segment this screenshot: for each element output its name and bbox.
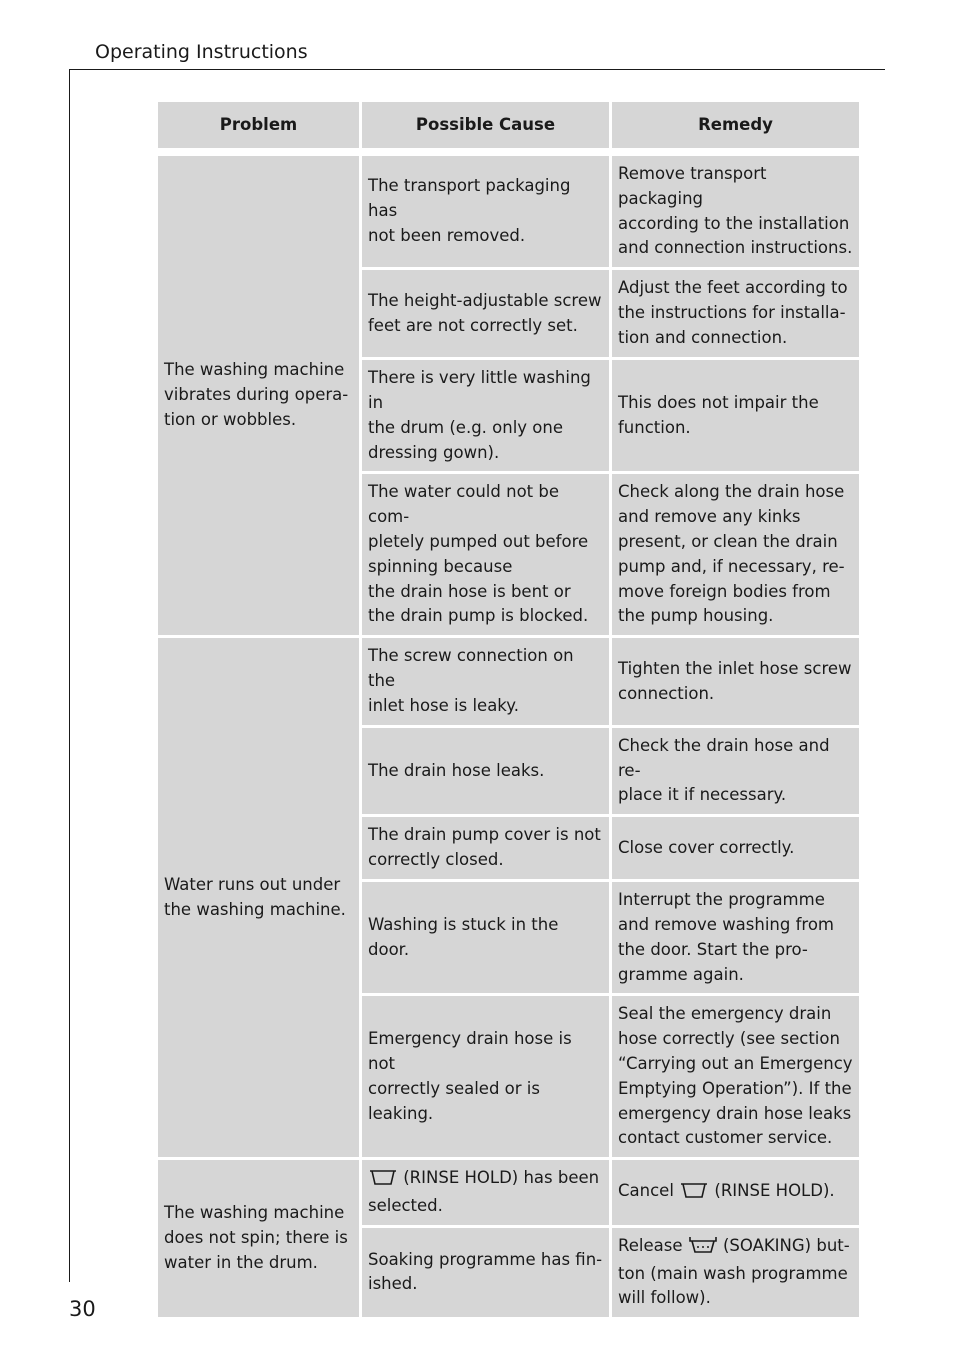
header-rule [69, 69, 885, 70]
table-row [158, 638, 859, 724]
cause-cell: The water could not be com- pletely pumped out before spinning because the drain hose is bent or the drain pump is blocked. [362, 474, 609, 635]
remedy-cell: Tighten the inlet hose screw connection. [612, 638, 859, 724]
remedy-cell: Check the drain hose and re- place it if necessary. [612, 728, 859, 814]
remedy-cell: Remove transport packaging according to the installation and connection instructions. [612, 156, 859, 267]
remedy-text-after: (SOAKING) but- ton (main wash programme will follow). [618, 1235, 850, 1308]
remedy-cell: Check along the drain hose and remove any kinks present, or clean the drain pump and, if necessary, re- move foreign bodies from the pump housing. [612, 474, 859, 635]
remedy-cell: This does not impair the function. [612, 360, 859, 471]
cause-cell: The transport packaging has not been removed. [362, 156, 609, 267]
header-possible-cause: Possible Cause [362, 102, 609, 148]
cause-text: (RINSE HOLD) has been selected. [368, 1168, 600, 1215]
table-row [158, 1160, 859, 1225]
header-remedy: Remedy [612, 102, 859, 148]
cause-cell: Washing is stuck in the door. [362, 882, 609, 993]
rinse-hold-icon [679, 1181, 709, 1207]
cause-cell: The drain hose leaks. [362, 728, 609, 814]
cause-cell: The height-adjustable screw feet are not correctly set. [362, 270, 609, 357]
remedy-text-before: Cancel [618, 1180, 680, 1200]
table-header-row [158, 102, 859, 148]
rinse-hold-icon [368, 1168, 398, 1194]
margin-rule [69, 69, 70, 1282]
header-problem: Problem [158, 102, 359, 148]
remedy-cell [612, 1228, 859, 1317]
problem-cell: The washing machine vibrates during opera- tion or wobbles. [158, 156, 359, 635]
page-number: 30 [69, 1297, 96, 1321]
cause-cell: The screw connection on the inlet hose is leaky. [362, 638, 609, 724]
remedy-cell: Adjust the feet according to the instructions for installa- tion and connection. [612, 270, 859, 357]
problem-cell: Water runs out under the washing machine. [158, 638, 359, 1157]
page-header-title: Operating Instructions [95, 41, 308, 63]
remedy-cell [612, 1160, 859, 1225]
troubleshooting-table [155, 99, 862, 1320]
remedy-cell: Interrupt the programme and remove washing from the door. Start the pro- gramme again. [612, 882, 859, 993]
remedy-text-before: Release [618, 1235, 688, 1255]
remedy-cell: Close cover correctly. [612, 817, 859, 879]
cause-cell: There is very little washing in the drum (e.g. only one dressing gown). [362, 360, 609, 471]
table-row [158, 156, 859, 267]
remedy-text-after: (RINSE HOLD). [709, 1180, 835, 1200]
cause-cell [362, 1160, 609, 1225]
remedy-cell: Seal the emergency drain hose correctly (see section “Carrying out an Emergency Emptying Operation”). If the emergency drain hose leaks contact customer service. [612, 996, 859, 1157]
cause-cell: The drain pump cover is not correctly closed. [362, 817, 609, 879]
soaking-icon [688, 1236, 718, 1262]
problem-cell: The washing machine does not spin; there is water in the drum. [158, 1160, 359, 1317]
cause-cell: Emergency drain hose is not correctly sealed or is leaking. [362, 996, 609, 1157]
cause-cell: Soaking programme has fin- ished. [362, 1228, 609, 1317]
